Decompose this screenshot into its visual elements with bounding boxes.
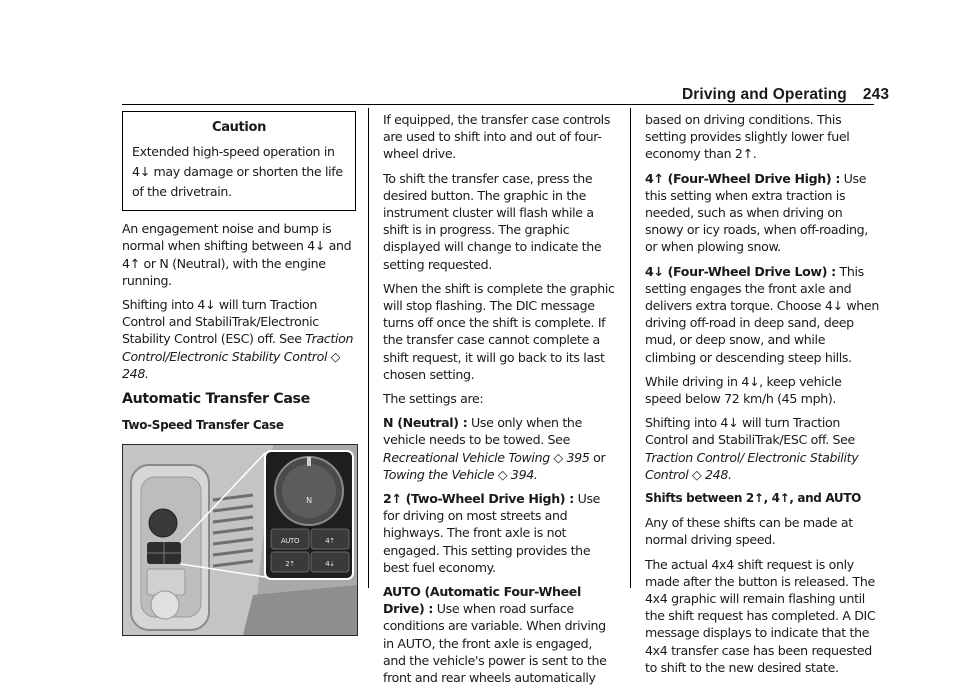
setting-auto (383, 583, 617, 686)
page-number: 243 (862, 86, 890, 103)
caution-body: Extended high-speed operation in 4↓ may damage or shorten the life of the drivetrain. (132, 144, 343, 200)
subsection-heading: Shifts between 2↑, 4↑, and AUTO (645, 491, 862, 506)
column-divider (368, 108, 369, 588)
paragraph: An engagement noise and bump is normal when shifting between 4↓ and 4↑ or N (Neutral), with the engine running. (122, 221, 352, 288)
term: 4↑ (Four-Wheel Drive High) : (645, 170, 841, 186)
column-1 (122, 111, 356, 636)
term: 4↓ (Four-Wheel Drive Low) : (645, 263, 836, 279)
column-3 (645, 111, 879, 683)
cross-reference-link[interactable]: Traction Control/Electronic Stability Control (122, 331, 354, 364)
transfer-case-illustration (123, 445, 357, 635)
setting-four-high (645, 170, 879, 256)
paragraph: The actual 4x4 shift request is only made after the button is released. The 4x4 graphic will remain flashing until the shift request has completed. A DIC message displays to indicate that the 4x4 transfer case has been requested to shift to the new desired state. (645, 556, 876, 675)
page-reference: ◇ 248. (122, 348, 341, 381)
definition: Use only when the vehicle needs to be towed. See (383, 415, 582, 448)
term: N (Neutral) : (383, 415, 468, 431)
setting-four-low (645, 263, 879, 366)
cross-reference-link[interactable]: Towing the Vehicle (383, 466, 495, 482)
four-high-button-label: 4⇡ (325, 537, 335, 546)
paragraph: The settings are: (383, 391, 484, 407)
two-high-button-label: 2⇡ (285, 560, 295, 569)
page-reference: ◇ 395 (549, 449, 590, 465)
paragraph: Any of these shifts can be made at normal driving speed. (645, 515, 853, 548)
page-reference: ◇ 248. (688, 466, 732, 482)
caution-box (122, 111, 356, 211)
auto-button-label: AUTO (280, 537, 300, 546)
section-title: Driving and Operating (682, 86, 847, 103)
four-low-button-label: 4⇣ (325, 560, 335, 569)
section-heading: Automatic Transfer Case (122, 391, 310, 408)
dial-label: N (306, 496, 312, 506)
paragraph: When the shift is complete the graphic will stop flashing. The DIC message turns off once the shift is complete. If the transfer case cannot complete a shift request, it will go back to its last chosen setting. (383, 280, 615, 382)
setting-two-high (383, 490, 617, 576)
caution-title: Caution (212, 120, 266, 135)
term: AUTO (Automatic Four-Wheel Drive) : (383, 584, 581, 617)
setting-neutral (383, 414, 617, 483)
header-rule (122, 104, 874, 105)
paragraph (122, 296, 356, 382)
definition: Use this setting when extra traction is needed, such as when driving on snowy or icy roads, when off-roading, or when plowing snow. (645, 170, 868, 255)
definition: Use for driving on most streets and highways. The front axle is not engaged. This setting provides the best fuel economy. (383, 491, 601, 575)
connector-text: or (589, 449, 606, 465)
page-reference: ◇ 394. (494, 466, 538, 482)
term: 2↑ (Two-Wheel Drive High) : (383, 491, 574, 507)
column-2 (383, 111, 617, 693)
transfer-case-controls-photo (122, 444, 358, 636)
definition: This setting engages the front axle and delivers extra torque. Choose 4↓ when driving off-road in deep sand, deep mud, or deep snow, and while climbing or descending steep hills. (645, 263, 879, 365)
paragraph: To shift the transfer case, press the desired button. The graphic in the instrument cluster will flash while a shift is in progress. The graphic displayed will change to indicate the setting requested. (383, 170, 602, 272)
subsection-heading: Two-Speed Transfer Case (122, 418, 284, 433)
paragraph: While driving in 4↓, keep vehicle speed below 72 km/h (45 mph). (645, 373, 842, 407)
cross-reference-link[interactable]: Traction Control/ Electronic Stability Control (645, 449, 859, 482)
column-divider (630, 108, 631, 588)
definition: Use when road surface conditions are variable. When driving in AUTO, the front axle is engaged, and the vehicle's power is sent to the front and rear wheels automatically (383, 601, 607, 686)
cross-reference-link[interactable]: Recreational Vehicle Towing (383, 449, 550, 465)
paragraph: based on driving conditions. This setting provides slightly lower fuel economy than 2↑. (645, 112, 850, 162)
paragraph: If equipped, the transfer case controls are used to shift into and out of four-wheel drive. (383, 112, 611, 162)
paragraph-text: Shifting into 4↓ will turn Traction Control and StabiliTrak/Electronic Stability Control (ESC) off. See (122, 297, 319, 347)
running-header (682, 86, 889, 104)
paragraph-text: Shifting into 4↓ will turn Traction Control and StabiliTrak/ESC off. See (645, 415, 855, 448)
paragraph (645, 414, 879, 483)
